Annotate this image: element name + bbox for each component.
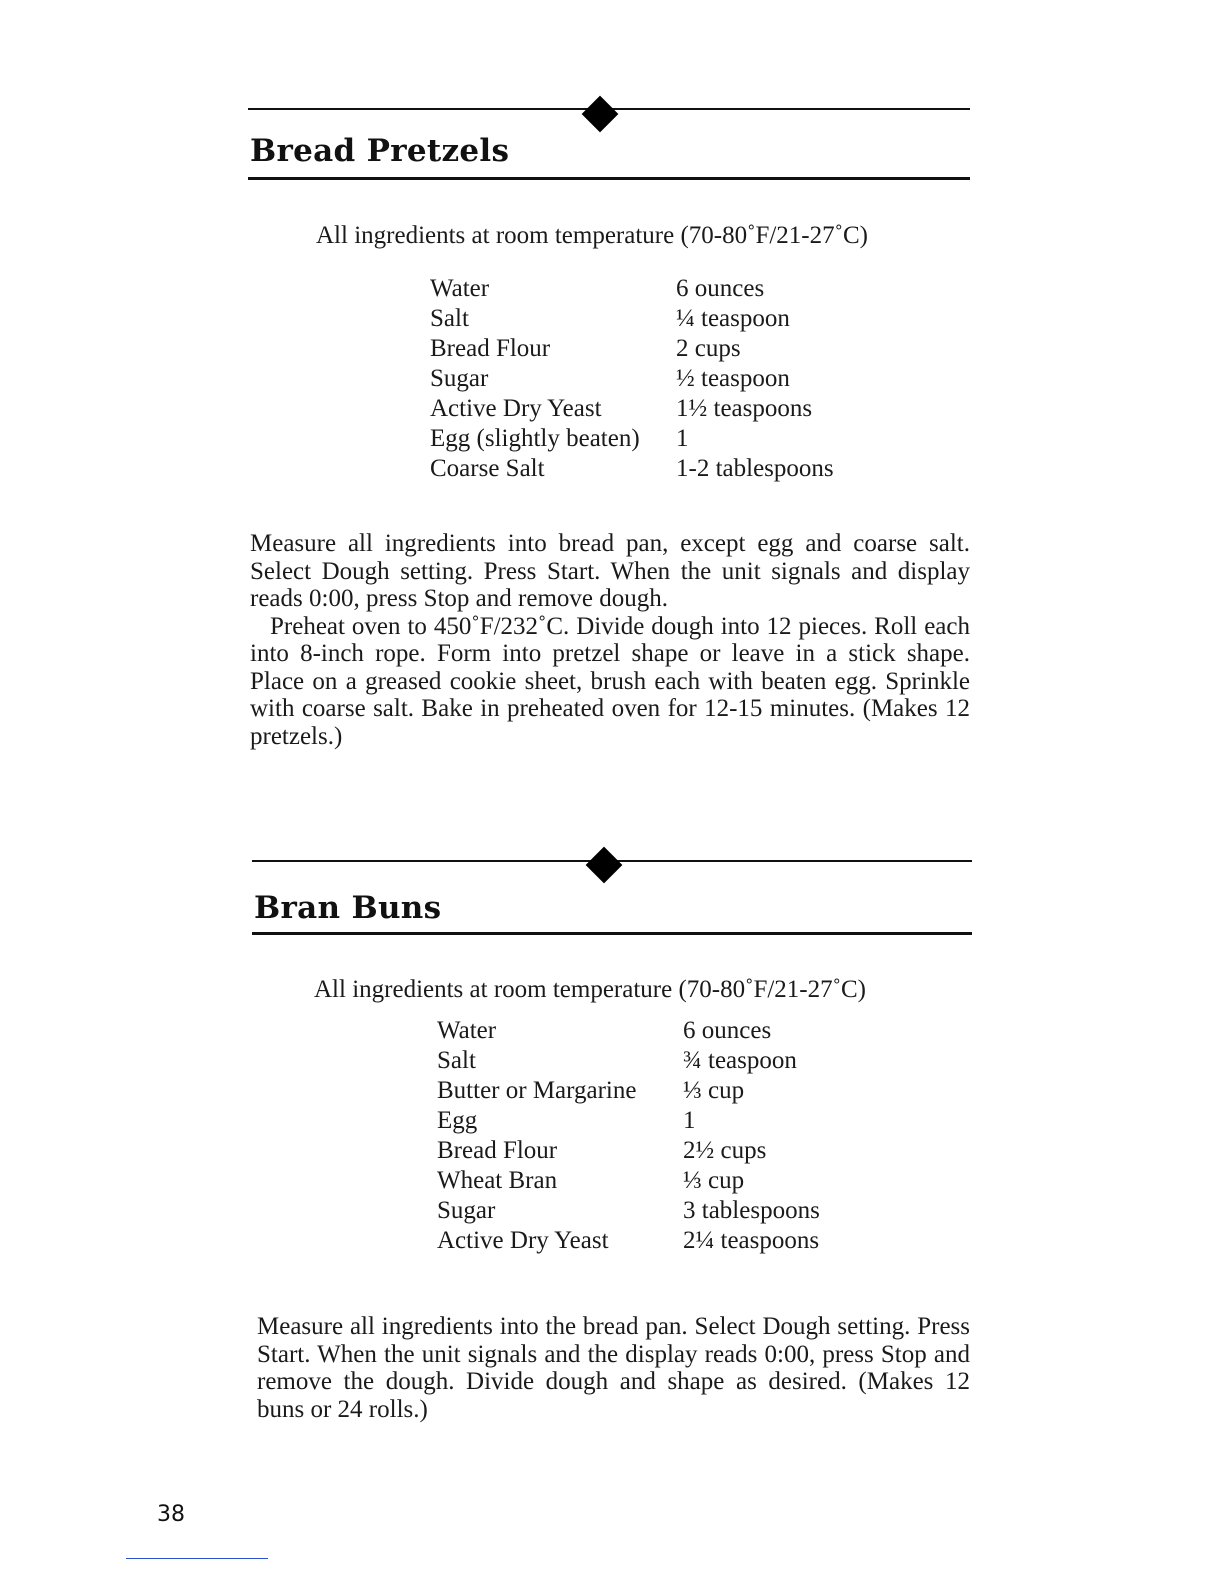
instruction-paragraph: Preheat oven to 450˚F/232˚C. Divide dough into 12 pieces. Roll each into 8-inch rope. Form into pretzel shape or leave in a stick shape. Place on a greased cookie sheet, brush each with beaten egg. Sprinkle with coarse salt. Bake in preheated oven for 12-15 minutes. (Makes 12 pretzels.) (250, 612, 970, 750)
ingredient-row (437, 1106, 820, 1136)
instruction-paragraph: Measure all ingredients into bread pan, except egg and coarse salt. Select Dough setting. Press Start. When the unit signals and display reads 0:00, press Stop and remove dough. (250, 530, 970, 612)
ingredient-name: Butter or Margarine (437, 1077, 637, 1104)
ingredient-amount: 1 (676, 425, 689, 452)
ingredient-row (437, 1226, 820, 1256)
ingredient-name: Egg (slightly beaten) (430, 425, 640, 452)
recipe-instructions (257, 1313, 970, 1423)
ingredient-name: Water (430, 275, 490, 302)
ingredient-name: Salt (437, 1047, 476, 1074)
ingredient-amount: 2½ cups (683, 1137, 767, 1164)
ingredient-name: Sugar (437, 1197, 496, 1224)
ingredient-amount: 1½ teaspoons (676, 395, 813, 422)
ingredient-name: Active Dry Yeast (430, 395, 602, 422)
ingredient-name: Salt (430, 305, 469, 332)
ingredient-row (430, 334, 834, 364)
header-rule-bottom (252, 932, 972, 935)
ingredient-row (437, 1166, 820, 1196)
ingredient-amount: 6 ounces (683, 1017, 772, 1044)
ingredient-list (437, 1016, 820, 1256)
ingredient-row (430, 274, 834, 304)
recipe-title: Bran Buns (254, 890, 442, 926)
ingredient-amount: 1-2 tablespoons (676, 455, 834, 482)
ingredient-amount: 2¼ teaspoons (683, 1227, 820, 1254)
bottom-edge-line (126, 1558, 268, 1559)
ingredient-list (430, 274, 834, 484)
ingredient-amount: ¾ teaspoon (683, 1047, 797, 1074)
diamond-ornament-icon (586, 847, 623, 884)
diamond-ornament-icon (582, 96, 619, 133)
ingredient-amount: 2 cups (676, 335, 741, 362)
ingredient-name: Bread Flour (437, 1137, 558, 1164)
recipe-instructions (250, 530, 970, 750)
ingredient-name: Active Dry Yeast (437, 1227, 609, 1254)
ingredient-name: Bread Flour (430, 335, 551, 362)
page-number: 38 (157, 1502, 185, 1527)
ingredient-row (437, 1136, 820, 1166)
ingredient-row (430, 424, 834, 454)
ingredient-row (430, 394, 834, 424)
ingredient-row (430, 304, 834, 334)
ingredient-row (430, 364, 834, 394)
ingredient-row (437, 1016, 820, 1046)
header-rule-bottom (248, 177, 970, 180)
ingredient-name: Egg (437, 1107, 478, 1134)
ingredient-name: Sugar (430, 365, 489, 392)
ingredient-amount: 1 (683, 1107, 696, 1134)
ingredient-amount: ½ teaspoon (676, 365, 790, 392)
ingredient-amount: 6 ounces (676, 275, 765, 302)
ingredient-amount: ⅓ cup (683, 1167, 745, 1194)
ingredient-row (437, 1196, 820, 1226)
ingredient-amount: ⅓ cup (683, 1077, 745, 1104)
ingredient-row (437, 1076, 820, 1106)
instruction-paragraph: Measure all ingredients into the bread pan. Select Dough setting. Press Start. When the unit signals and the display reads 0:00, press Stop and remove the dough. Divide dough and shape as desired. (Makes 12 buns or 24 rolls.) (257, 1313, 970, 1423)
temperature-note: All ingredients at room temperature (70-80˚F/21-27˚C) (316, 222, 868, 249)
ingredient-row (437, 1046, 820, 1076)
ingredient-name: Wheat Bran (437, 1167, 558, 1194)
ingredient-name: Water (437, 1017, 497, 1044)
ingredient-name: Coarse Salt (430, 455, 545, 482)
temperature-note: All ingredients at room temperature (70-80˚F/21-27˚C) (314, 976, 866, 1003)
recipe-title: Bread Pretzels (250, 133, 510, 169)
ingredient-amount: 3 tablespoons (683, 1197, 820, 1224)
ingredient-amount: ¼ teaspoon (676, 305, 790, 332)
ingredient-row (430, 454, 834, 484)
